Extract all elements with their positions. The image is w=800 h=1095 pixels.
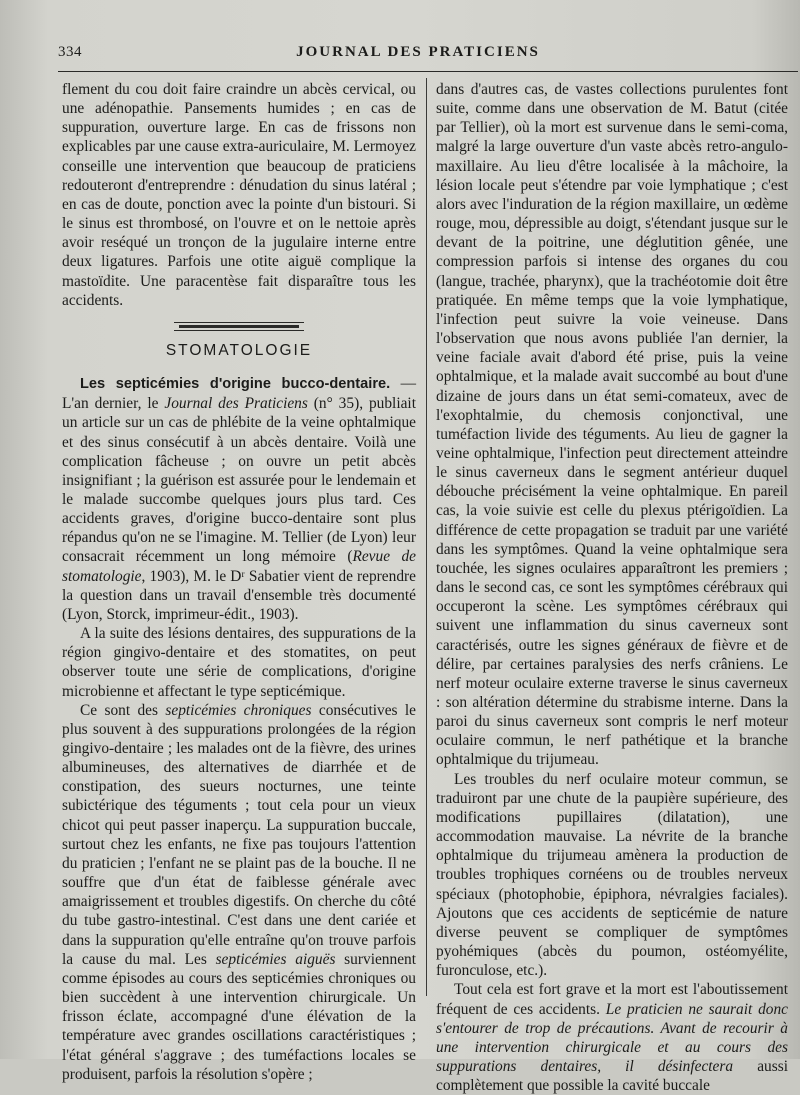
text-run: surviennent comme épisodes au cours des septicémies chroniques ou bien succèdent à une intervention chirurgicale. Un frisson éclate, accompagné d'une élévation de la température avec grandes oscillations caractéristiques ; l'état général s'aggrave ; des tuméfactions locales se produisent, parfois la résolution s'opère ;: [62, 950, 416, 1083]
text-run: aussi complètement que possible la cavité buccale: [436, 1057, 788, 1095]
emphasis: septicémies aiguës: [215, 950, 336, 968]
paragraph: dans d'autres cas, de vastes collections purulentes font suite, comme dans une observation de M. Batut (citée par Tellier), où la mort est survenue dans le semi-coma, malgré la large ouverture d'un vaste abcès retro-angulo-maxillaire. Au lieu d'être localisée à la mâchoire, la lésion locale peut s'étendre par voie lymphatique ; c'est alors avec l'induration de la région maxillaire, un œdème rouge, mou, dépressible au doigt, s'étendant jusque sur le devant de la poitrine, une déglutition gênée, une compression parfois si intense des organes du cou (langue, trachée, pharynx), que la trachéotomie doit être pratiquée. En même temps que la voie lymphatique, l'infection peut suivre la voie veineuse. Dans l'observation que nous avons publiée l'an dernier, la veine faciale avait d'abord été prise, puis la veine ophtalmique, et la malade avait succombé au bout d'une dizaine de jours dans un état semi-comateux, avec de l'exophtalmie, du chemosis conjonctival, une tuméfaction livide des téguments. Au lieu de gagner la veine ophtalmique, l'infection peut directement atteindre le sinus caverneux dans le segment antérieur duquel débouche précisément la veine ophtalmique. En pareil cas, la voie suivie est celle du plexus ptérigoïdien. La différence de cette propagation se traduit par une variété dans les symptômes. Quand la veine ophtalmique sera touchée, les signes oculaires apparaîtront les premiers ; dans le second cas, ce sont les symptômes cérébraux qui occuperont la scène. Les symptômes cérébraux qui suivent une inflammation du sinus caverneux sont caractérisés, outre les signes généraux de fièvre et de délire, par certaines paralysies des nerfs crâniens. Le nerf moteur oculaire externe traverse le sinus caverneux : son altération détermine du strabisme interne. Dans la paroi du sinus caverneux sont compris le nerf moteur oculaire commun, le nerf pathétique et la branche ophtalmique du trijumeau.: [436, 81, 788, 769]
section-title: STOMATOLOGIE: [165, 341, 313, 359]
article-title: Les septicémies d'origine bucco-dentaire.: [80, 376, 391, 393]
paragraph: flement du cou doit faire craindre un abcès cervical, ou une adénopathie. Pansements humides ; en cas de suppuration, ouverture large. En cas de frissons non explicables par une cause extra-auriculaire, M. Lermoyez conseille une intervention que beaucoup de praticiens redouteront d'entreprendre : dénudation du sinus latéral ; en cas de doute, ponction avec la pointe d'un bistouri. Si le sinus est thrombosé, on l'ouvre et on le nettoie après avoir reséqué un tronçon de la jugulaire interne entre deux ligatures. Parfois une otite aiguë complique la mastoïdite. Une paracentèse fait disparaître tous les accidents.: [62, 81, 416, 309]
column-divider: [426, 78, 427, 996]
paragraph: [62, 701, 416, 1084]
paragraph: [436, 980, 788, 1095]
left-column: [62, 80, 416, 1084]
text-run: (n° 35), publiait un article sur un cas de phlébite de la veine ophtalmique et des sinus consécutif à un abcès dentaire. Voilà une complication fâcheuse ; on ouvre un petit abcès insignifiant ; la guérison est assurée pour le lendemain et le malade succombe quelques jours plus tard. Ces accidents graves, d'origine bucco-dentaire sont plus répandus qu'on ne se l'imagine. M. Tellier (de Lyon) leur consacrait récemment un long mémoire (: [62, 395, 416, 566]
emphasis: Le praticien ne saurait donc s'entourer de trop de précautions. Avant de recourir à une intervention chirurgicale et au cours des suppurations dentaires, il désinfectera: [436, 1000, 788, 1075]
revue-title: Revue de stomatologie: [62, 548, 416, 585]
paragraph: A la suite des lésions dentaires, des suppurations de la région gingivo-dentaire et des stomatites, on peut observer toute une série de complications, d'origine microbienne et affectant le type septicémique.: [62, 625, 416, 700]
page-header: [58, 44, 778, 64]
paragraph: Les troubles du nerf oculaire moteur commun, se traduiront par une chute de la paupière supérieure, des modifications pupillaires (dilatation), une accommodation mauvaise. La névrite de la branche ophtalmique du trijumeau amènera la production de troubles trophiques cornéens ou de troubles nerveux spéciaux (photophobie, épiphora, névralgies faciales). Ajoutons que ces accidents de septicémie de nature diverse peuvent se compliquer de symptômes pyohémiques (abcès du poumon, ostéomyélite, furonculose, etc.).: [436, 770, 788, 980]
page-number: 334: [58, 44, 82, 60]
journal-title: Journal des Praticiens: [164, 395, 308, 413]
text-run: Ce sont des: [80, 701, 166, 719]
section-ornament: [174, 322, 304, 331]
text-run: Tout cela est fort grave et la mort est l'aboutissement fréquent de ces accidents.: [436, 981, 788, 1018]
emphasis: septicémies chroniques: [165, 701, 312, 719]
right-column: [436, 80, 788, 1095]
text-run: , 1903), M. le Dʳ Sabatier vient de reprendre la question dans un travail d'ensemble très documenté (Lyon, Storck, imprimeur-édit., 1903).: [62, 567, 416, 623]
text-run: — L'an dernier, le: [62, 375, 416, 413]
text-run: consécutives le plus souvent à des suppurations prolongées de la région gingivo-dentaire ; les malades ont de la fièvre, des urines albumineuses, des alternatives de diarrhée et de constipation, des sueurs nocturnes, une teinte subictérique des téguments ; tout cela pour un vieux chicot qui peut passer inaperçu. La suppuration buccale, surtout chez les enfants, ne fixe pas toujours l'attention du praticien ; l'enfant ne se plaint pas de la bouche. Il ne souffre que d'un état de faiblesse générale avec amaigrissement et troubles digestifs. On cherche du côté du tube gastro-intestinal. C'est dans une dent cariée et dans la suppuration qu'elle entraîne qu'on trouve parfois la cause du mal. Les: [62, 701, 416, 968]
header-rule: [58, 71, 798, 72]
running-head: JOURNAL DES PRATICIENS: [296, 44, 540, 60]
article-first-paragraph: [62, 374, 416, 624]
